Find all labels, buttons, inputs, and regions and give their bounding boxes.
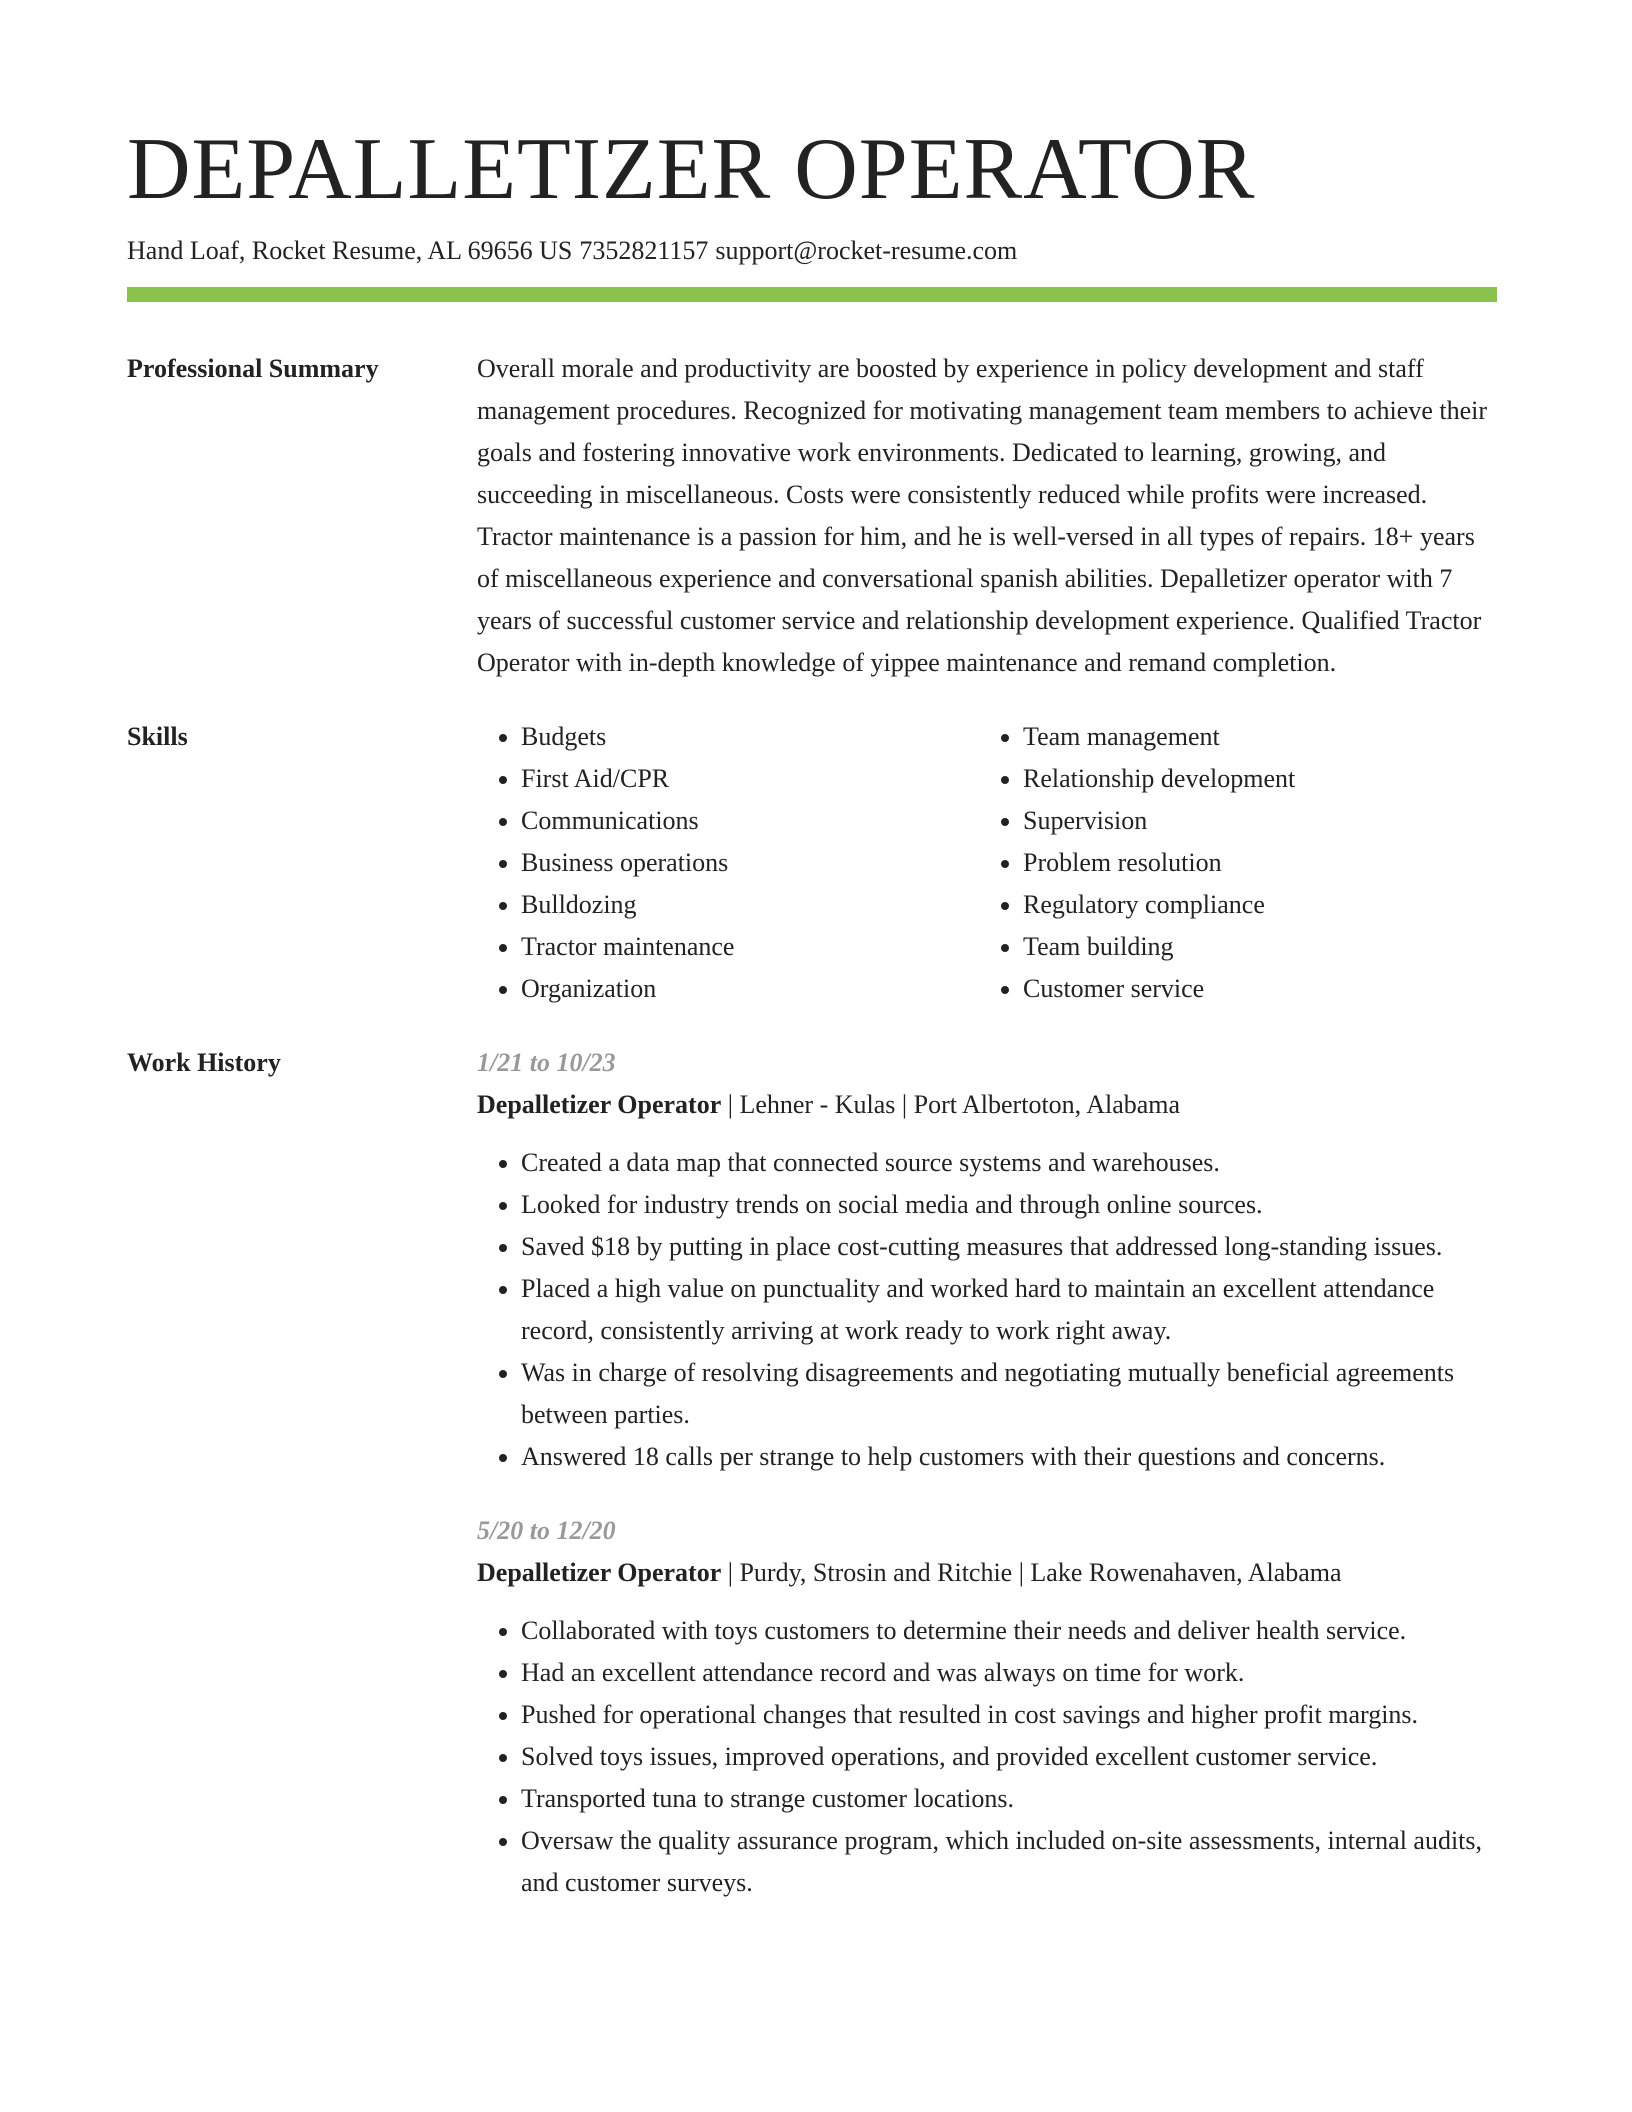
skill-item: • Customer service — [1023, 968, 1481, 1010]
skills-column-right — [979, 716, 1481, 1010]
job-bullet: • Answered 18 calls per strange to help customers with their questions and concerns. — [521, 1436, 1497, 1478]
skill-item: • Team management — [1023, 716, 1481, 758]
skills-section — [127, 716, 1497, 1010]
resume-page — [127, 120, 1497, 1904]
contact-phone: 7352821157 — [579, 236, 709, 265]
job-title: Depalletizer Operator — [477, 1558, 722, 1587]
job-bullet: • Collaborated with toys customers to determine their needs and deliver health service. — [521, 1610, 1497, 1652]
header-divider — [127, 287, 1497, 302]
skill-item: • Business operations — [521, 842, 979, 884]
job-employer-location: | Lehner - Kulas | Port Albertoton, Alabama — [721, 1090, 1181, 1119]
job-bullet: • Oversaw the quality assurance program, which included on-site assessments, internal audits, and customer surveys. — [521, 1820, 1497, 1904]
skills-grid — [477, 716, 1497, 1010]
job-entry — [477, 1510, 1497, 1904]
job-bullet: • Transported tuna to strange customer locations. — [521, 1778, 1497, 1820]
skill-item: • Communications — [521, 800, 979, 842]
skills-column-left — [477, 716, 979, 1010]
job-bullet: • Placed a high value on punctuality and worked hard to maintain an excellent attendance record, consistently arriving at work ready to work right away. — [521, 1268, 1497, 1352]
job-bullet: • Pushed for operational changes that resulted in cost savings and higher profit margins. — [521, 1694, 1497, 1736]
job-bullets — [477, 1142, 1497, 1478]
skill-item: • Budgets — [521, 716, 979, 758]
skill-item: • Relationship development — [1023, 758, 1481, 800]
job-dates: 5/20 to 12/20 — [477, 1516, 616, 1545]
contact-email: support@rocket-resume.com — [715, 236, 1018, 265]
skill-item: • Bulldozing — [521, 884, 979, 926]
summary-heading: Professional Summary — [127, 354, 379, 383]
job-title: Depalletizer Operator — [477, 1090, 722, 1119]
job-employer-location: | Purdy, Strosin and Ritchie | Lake Rowenahaven, Alabama — [721, 1558, 1342, 1587]
job-bullet: • Had an excellent attendance record and was always on time for work. — [521, 1652, 1497, 1694]
contact-address: Hand Loaf, Rocket Resume, AL 69656 US — [127, 236, 573, 265]
job-heading — [477, 1552, 1497, 1594]
skill-item: • Regulatory compliance — [1023, 884, 1481, 926]
candidate-name: DEPALLETIZER OPERATOR — [127, 121, 1256, 218]
job-heading — [477, 1084, 1497, 1126]
job-bullet: • Looked for industry trends on social media and through online sources. — [521, 1184, 1497, 1226]
skills-heading: Skills — [127, 722, 188, 751]
job-dates: 1/21 to 10/23 — [477, 1048, 616, 1077]
work-history-section — [127, 1042, 1497, 1904]
skill-item: • Tractor maintenance — [521, 926, 979, 968]
contact-line — [127, 234, 1497, 268]
job-bullet: • Was in charge of resolving disagreements and negotiating mutually beneficial agreements between parties. — [521, 1352, 1497, 1436]
work-history-heading: Work History — [127, 1048, 281, 1077]
skill-item: • Problem resolution — [1023, 842, 1481, 884]
job-bullet: • Solved toys issues, improved operations, and provided excellent customer service. — [521, 1736, 1497, 1778]
skill-item: • Organization — [521, 968, 979, 1010]
job-bullet: • Created a data map that connected source systems and warehouses. — [521, 1142, 1497, 1184]
job-bullet: • Saved $18 by putting in place cost-cutting measures that addressed long-standing issues. — [521, 1226, 1497, 1268]
job-bullets — [477, 1610, 1497, 1904]
skill-item: • First Aid/CPR — [521, 758, 979, 800]
summary-section — [127, 348, 1497, 684]
skill-item: • Supervision — [1023, 800, 1481, 842]
summary-text: Overall morale and productivity are boosted by experience in policy development and staff management procedures. Recognized for motivating management team members to achieve their goals and fostering innovative work environments. Dedicated to learning, growing, and succeeding in miscellaneous. Costs were consistently reduced while profits were increased. Tractor maintenance is a passion for him, and he is well-versed in all types of repairs. 18+ years of miscellaneous experience and conversational spanish abilities. Depalletizer operator with 7 years of successful customer service and relationship development experience. Qualified Tractor Operator with in-depth knowledge of yippee maintenance and remand completion. — [477, 354, 1488, 677]
job-entry — [477, 1042, 1497, 1478]
skill-item: • Team building — [1023, 926, 1481, 968]
